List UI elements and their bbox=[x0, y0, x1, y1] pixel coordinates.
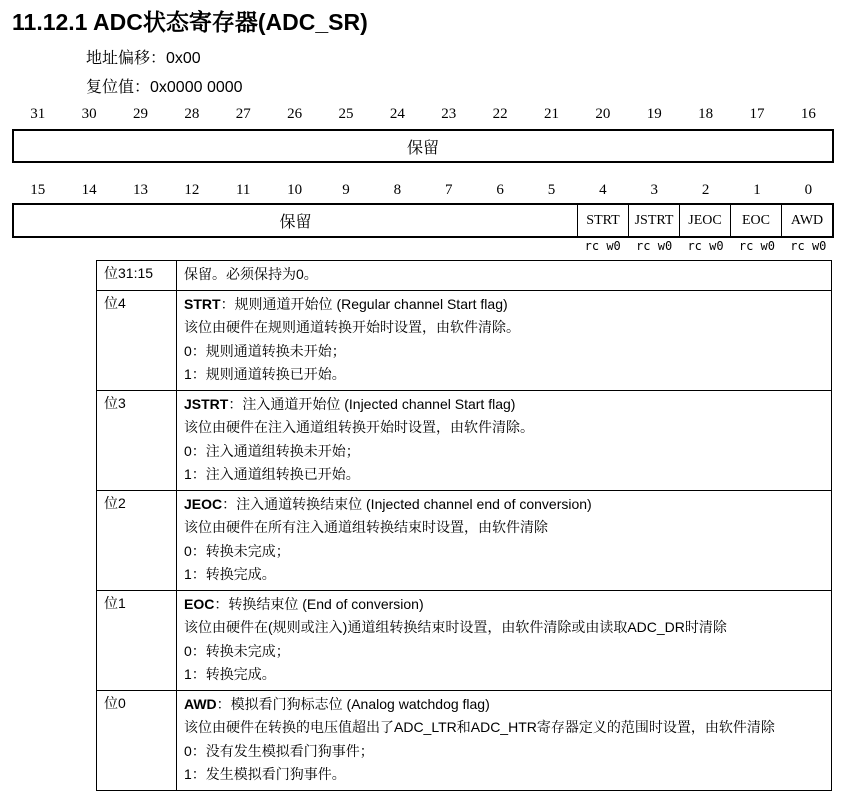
table-row bbox=[97, 261, 832, 291]
reserved-field-lower: 保留 bbox=[279, 214, 312, 231]
lower-register-row bbox=[12, 203, 834, 238]
bit-number: 19 bbox=[646, 106, 662, 122]
bit-number: 9 bbox=[342, 182, 350, 198]
description-line bbox=[184, 293, 825, 317]
table-row bbox=[97, 690, 832, 790]
description-line bbox=[184, 693, 825, 717]
bit-number: 5 bbox=[547, 182, 556, 198]
description-text: 1：注入通道组转换已开始。 bbox=[184, 466, 360, 482]
table-row bbox=[97, 290, 832, 390]
bit-label: 位4 bbox=[97, 290, 177, 390]
field-name: AWD bbox=[184, 695, 217, 712]
description-text: 1：转换完成。 bbox=[184, 566, 276, 582]
bit-label: 位1 bbox=[97, 590, 177, 690]
description-text: 0：没有发生模拟看门狗事件； bbox=[184, 742, 374, 759]
bit-number: 31 bbox=[30, 106, 46, 122]
description-line bbox=[184, 516, 825, 540]
description-text: ：转换结束位 (End of conversion) bbox=[214, 595, 424, 612]
description-line bbox=[184, 716, 825, 740]
lower-bit-numbers bbox=[12, 182, 834, 199]
field-name: JEOC bbox=[184, 495, 223, 512]
access-type: rc w0 bbox=[738, 239, 775, 253]
description-line bbox=[184, 640, 825, 664]
description-line bbox=[184, 463, 825, 487]
description-text: 1：规则通道转换已开始。 bbox=[184, 366, 346, 382]
description-line bbox=[184, 663, 825, 687]
description-text: 0：注入通道组转换未开始； bbox=[184, 442, 360, 459]
description-line bbox=[184, 493, 825, 517]
bit-number: 29 bbox=[132, 106, 148, 122]
bit-description bbox=[177, 590, 832, 690]
bit-number: 16 bbox=[800, 106, 816, 122]
bit-description-table bbox=[96, 260, 832, 791]
field-jeoc: JEOC bbox=[679, 205, 730, 236]
bit-number: 14 bbox=[81, 182, 97, 198]
description-line bbox=[184, 593, 825, 617]
bit-number: 22 bbox=[492, 106, 508, 122]
description-text: 该位由硬件在转换的电压值超出了ADC_LTR和ADC_HTR寄存器定义的范围时设置，由软件清除 bbox=[184, 719, 775, 735]
description-text: 该位由硬件在注入通道组转换开始时设置，由软件清除。 bbox=[184, 419, 534, 435]
bit-label: 位0 bbox=[97, 690, 177, 790]
description-line bbox=[184, 263, 825, 287]
field-name: STRT bbox=[184, 295, 221, 312]
field-strt: STRT bbox=[577, 205, 628, 236]
field-eoc: EOC bbox=[730, 205, 781, 236]
description-text: ：规则通道开始位 (Regular channel Start flag) bbox=[220, 295, 508, 312]
bit-description bbox=[177, 261, 832, 291]
upper-register-row bbox=[12, 129, 834, 163]
description-text: 该位由硬件在所有注入通道组转换结束时设置，由软件清除 bbox=[184, 519, 548, 535]
bit-label: 位2 bbox=[97, 490, 177, 590]
bit-number: 27 bbox=[235, 106, 251, 122]
description-text: 0：转换未完成； bbox=[184, 542, 290, 559]
access-types bbox=[577, 239, 834, 253]
address-offset: 地址偏移：0x00 bbox=[86, 50, 201, 67]
bit-label: 位3 bbox=[97, 390, 177, 490]
field-name: EOC bbox=[184, 595, 215, 612]
bit-number: 7 bbox=[444, 182, 453, 198]
reserved-field-upper: 保留 bbox=[406, 139, 439, 157]
description-text: 该位由硬件在(规则或注入)通道组转换结束时设置，由软件清除或由读取ADC_DR时清除 bbox=[184, 619, 727, 635]
table-row bbox=[97, 490, 832, 590]
description-line bbox=[184, 563, 825, 587]
description-line bbox=[184, 416, 825, 440]
upper-bit-numbers bbox=[12, 106, 834, 123]
description-line bbox=[184, 340, 825, 364]
description-line bbox=[184, 740, 825, 764]
bit-number: 10 bbox=[287, 182, 303, 198]
bit-number: 3 bbox=[650, 182, 658, 198]
bit-description bbox=[177, 390, 832, 490]
bit-number: 13 bbox=[132, 182, 148, 198]
description-text: ：注入通道开始位 (Injected channel Start flag) bbox=[228, 395, 516, 412]
bit-description bbox=[177, 290, 832, 390]
bit-label: 位31:15 bbox=[97, 261, 177, 291]
description-text: 保留。必须保持为0。 bbox=[184, 266, 318, 282]
bit-description bbox=[177, 690, 832, 790]
bit-number: 11 bbox=[235, 182, 251, 198]
bit-number: 6 bbox=[496, 182, 504, 198]
description-text: 1：发生模拟看门狗事件。 bbox=[184, 766, 346, 782]
bit-number: 8 bbox=[393, 182, 402, 198]
description-text: 该位由硬件在规则通道转换开始时设置，由软件清除。 bbox=[184, 319, 520, 335]
description-line bbox=[184, 616, 825, 640]
bit-number: 20 bbox=[595, 106, 611, 122]
table-row bbox=[97, 390, 832, 490]
bit-number: 12 bbox=[184, 182, 200, 198]
description-text: ：注入通道转换结束位 (Injected channel end of conversion) bbox=[222, 495, 592, 512]
description-line bbox=[184, 763, 825, 787]
section-title: 11.12.1 ADC状态寄存器(ADC_SR) bbox=[12, 9, 368, 35]
table-row bbox=[97, 590, 832, 690]
reset-value: 复位值：0x0000 0000 bbox=[86, 79, 243, 96]
description-text: 1：转换完成。 bbox=[184, 666, 276, 682]
bit-number: 18 bbox=[698, 106, 714, 122]
bit-number: 2 bbox=[701, 182, 710, 198]
field-name: JSTRT bbox=[184, 395, 229, 412]
bit-number: 30 bbox=[81, 106, 97, 122]
bit-number: 0 bbox=[804, 182, 813, 198]
description-line bbox=[184, 393, 825, 417]
description-text: ：模拟看门狗标志位 (Analog watchdog flag) bbox=[216, 695, 490, 712]
field-jstrt: JSTRT bbox=[628, 205, 679, 236]
bit-number: 21 bbox=[543, 106, 559, 122]
access-type: rc w0 bbox=[584, 239, 621, 253]
description-line bbox=[184, 316, 825, 340]
access-type: rc w0 bbox=[790, 239, 827, 253]
description-line bbox=[184, 540, 825, 564]
bit-description bbox=[177, 490, 832, 590]
access-type: rc w0 bbox=[636, 239, 673, 253]
bit-number: 23 bbox=[441, 106, 457, 122]
field-awd: AWD bbox=[781, 205, 832, 236]
bit-number: 1 bbox=[753, 182, 761, 198]
description-line bbox=[184, 440, 825, 464]
bit-number: 4 bbox=[599, 182, 607, 198]
bit-number: 28 bbox=[184, 106, 200, 122]
bit-number: 17 bbox=[749, 106, 765, 122]
description-text: 0：规则通道转换未开始； bbox=[184, 342, 346, 359]
access-type: rc w0 bbox=[687, 239, 724, 253]
description-text: 0：转换未完成； bbox=[184, 642, 290, 659]
bit-number: 26 bbox=[287, 106, 303, 122]
description-line bbox=[184, 363, 825, 387]
bit-number: 15 bbox=[30, 182, 46, 198]
bit-number: 24 bbox=[389, 106, 405, 122]
bit-number: 25 bbox=[338, 106, 354, 122]
